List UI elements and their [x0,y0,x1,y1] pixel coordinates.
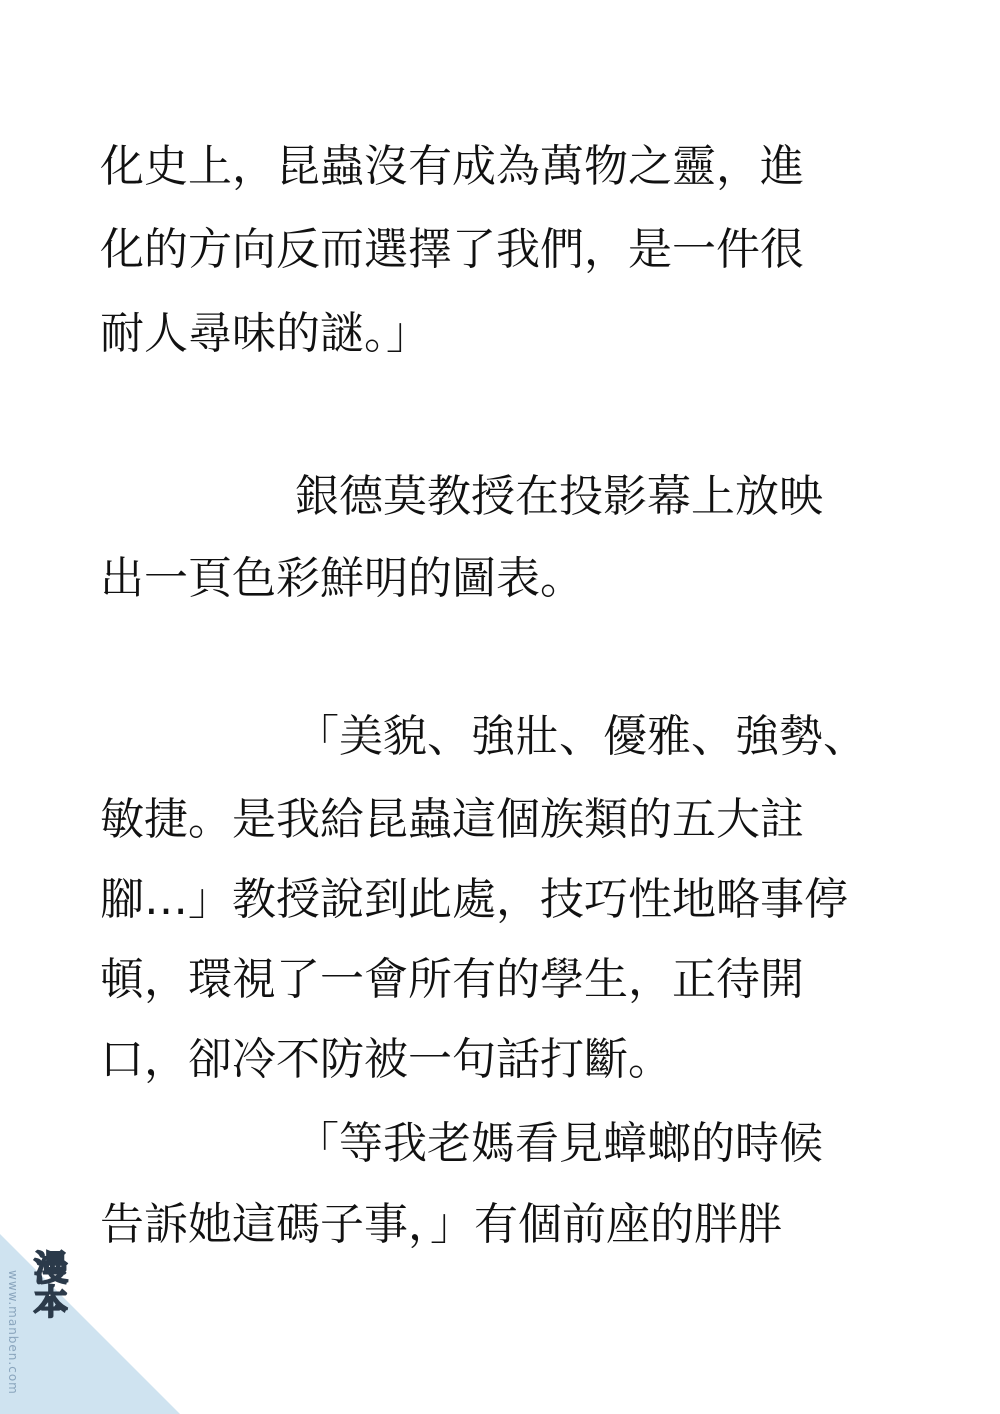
text-line: 腳…」教授說到此處，技巧性地略事停 [100,874,848,925]
watermark-url: www.manben.com [6,1270,20,1395]
text-line: 耐人尋味的謎。」 [100,308,430,359]
text-line: 化史上，昆蟲沒有成為萬物之靈，進 [100,141,804,192]
text-line: 敏捷。是我給昆蟲這個族類的五大註 [100,794,804,845]
text-line: 銀德莫教授在投影幕上放映 [295,471,823,522]
text-line: 「美貌、強壯、優雅、強勢、 [295,711,867,762]
text-line: 化的方向反而選擇了我們，是一件很 [100,224,804,275]
text-line: 「等我老媽看見蟑螂的時候 [295,1118,823,1169]
text-line: 口，卻冷不防被一句話打斷。 [100,1034,672,1085]
text-line: 告訴她這碼子事，」有個前座的胖胖 [100,1199,782,1250]
text-line: 頓，環視了一會所有的學生，正待開 [100,954,804,1005]
watermark-logo: 漫本 [27,1250,68,1318]
text-line: 出一頁色彩鮮明的圖表。 [100,553,584,604]
